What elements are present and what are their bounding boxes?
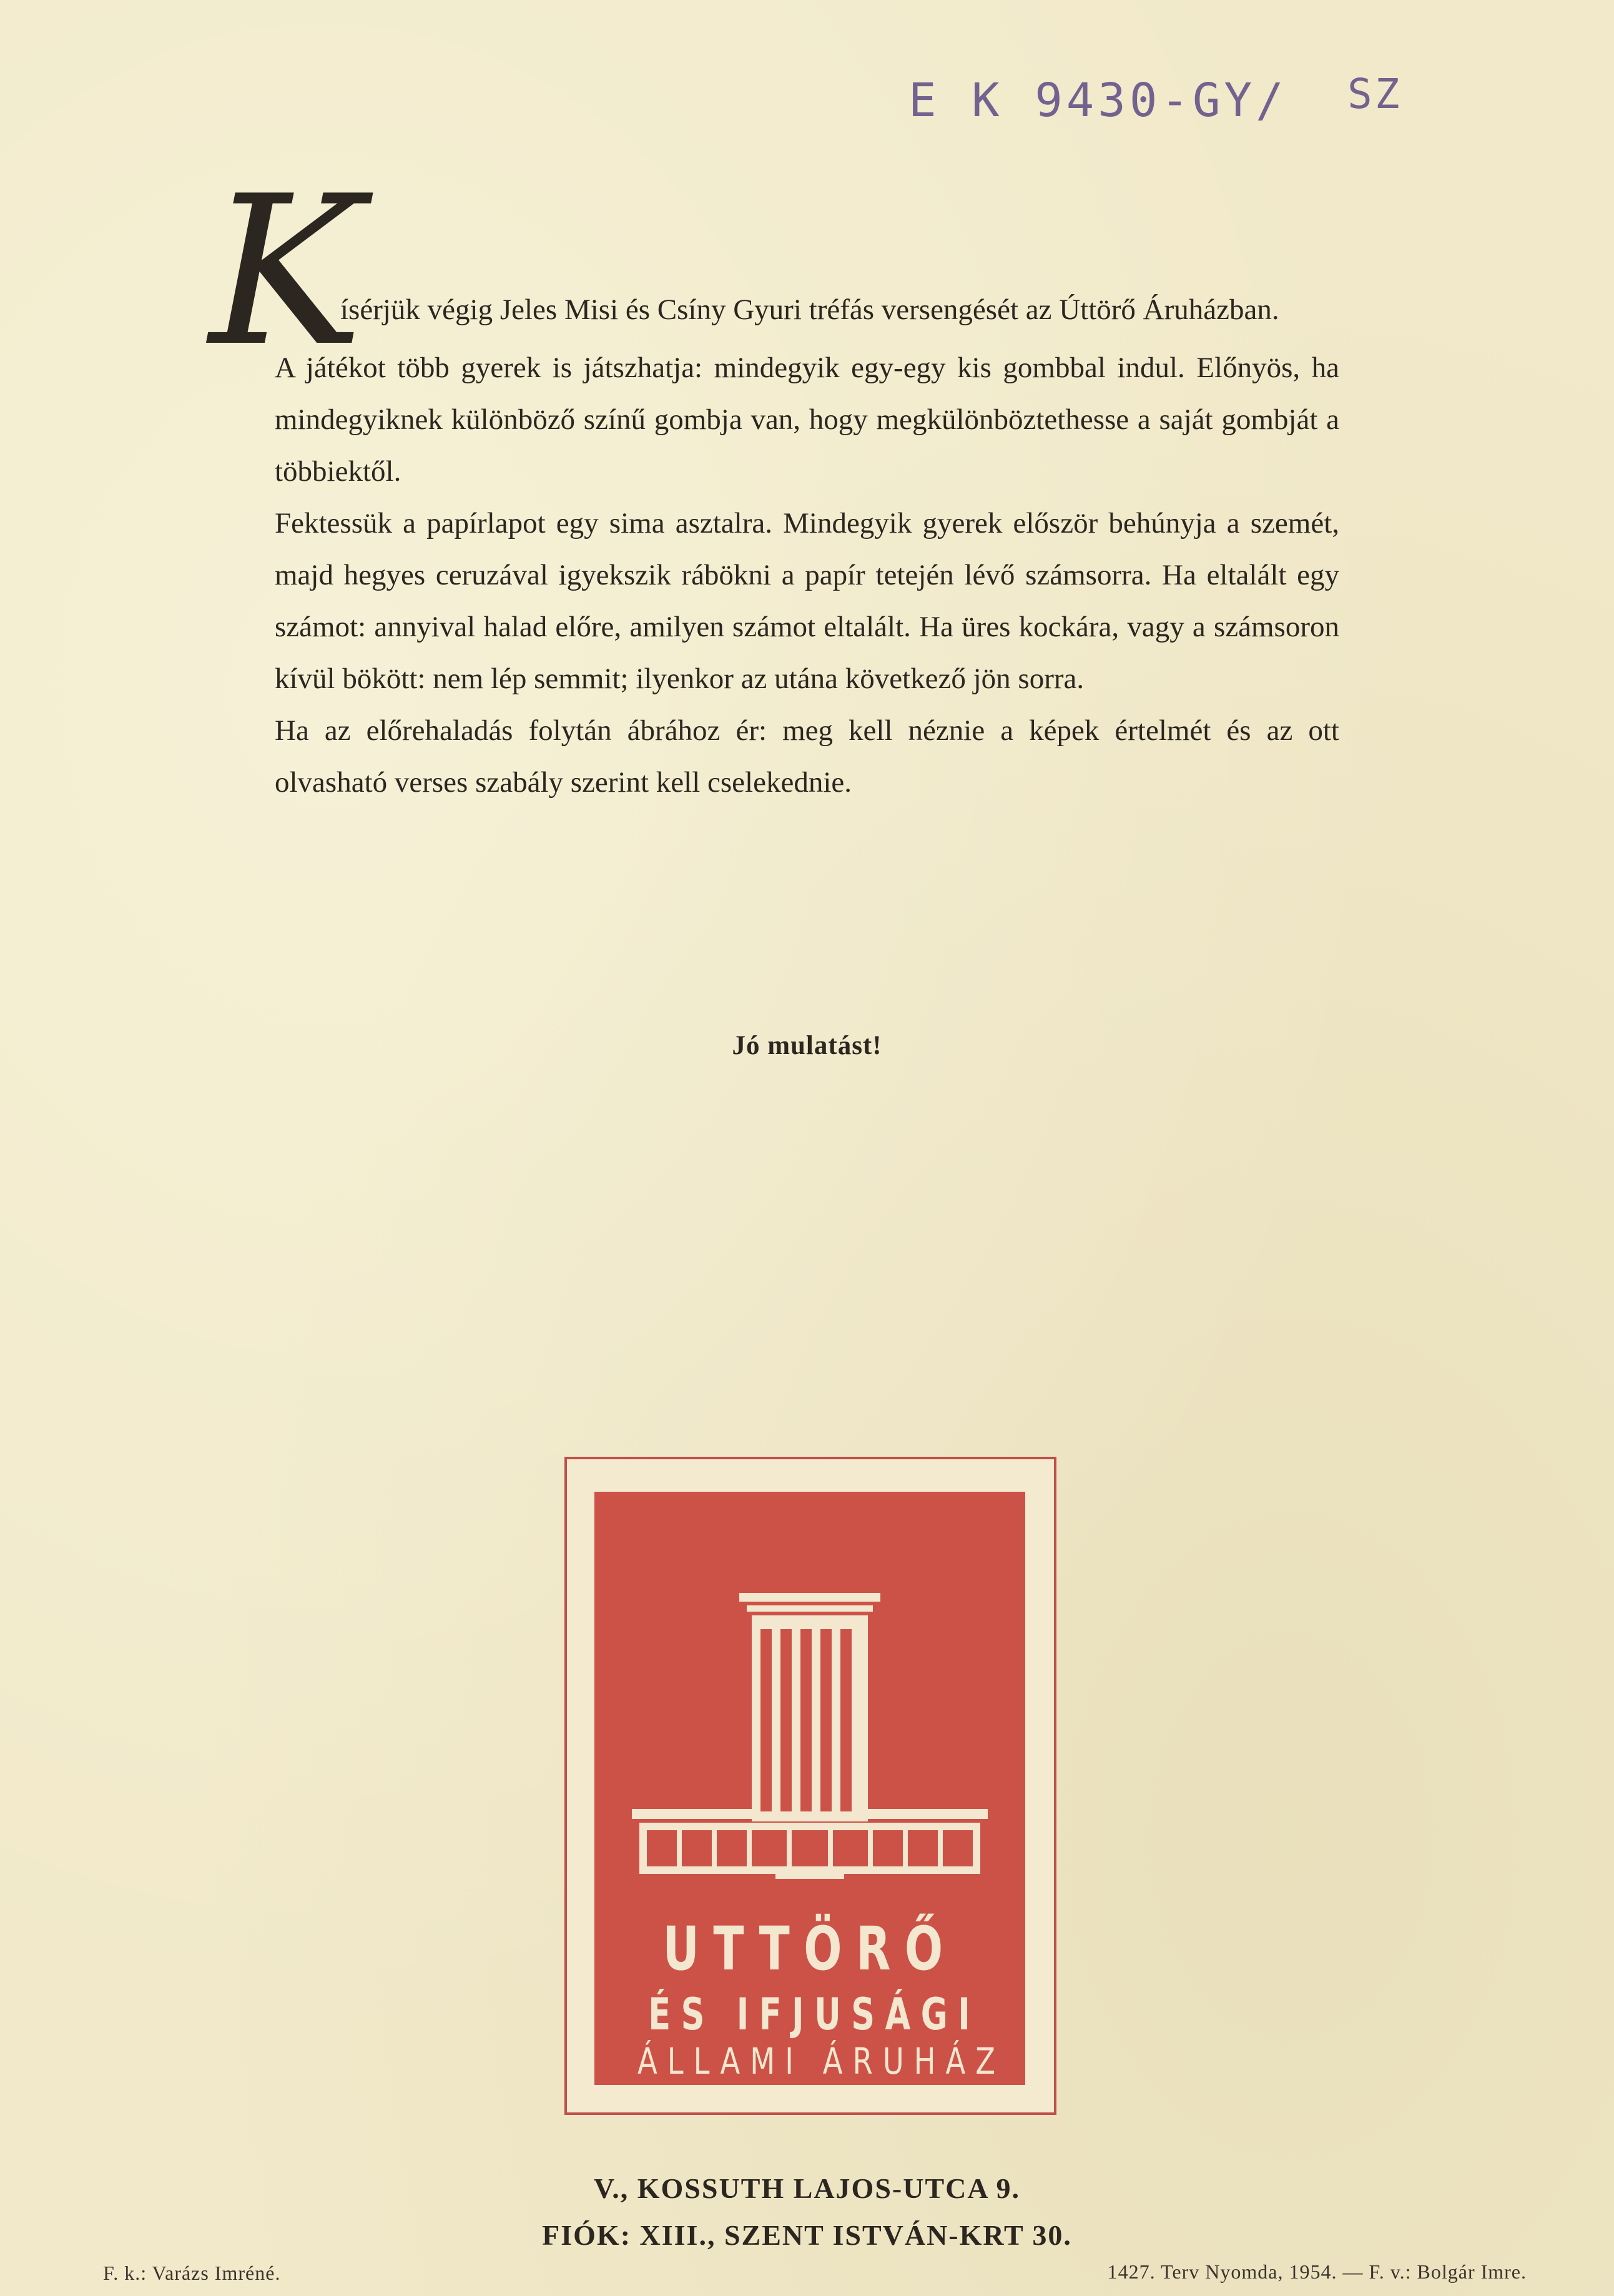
address-main: V., KOSSUTH LAJOS-UTCA 9. <box>593 2172 1021 2204</box>
paragraph-rules-1: A játékot több gyerek is játszhatja: mindegyik egy-egy kis gombbal indul. Előnyös, ha mindegyiknek különböző színű gombja van, hogy megkülönböztethesse a saját gombját a többiektől. <box>275 352 1339 488</box>
store-logo <box>564 1457 1056 2115</box>
drop-cap: K <box>209 152 363 392</box>
logo-panel <box>594 1492 1025 2085</box>
body-text <box>275 284 1339 809</box>
address-branch: FIÓK: XIII., SZENT ISTVÁN-KRT 30. <box>542 2219 1072 2251</box>
intro-text: ísérjük végig Jeles Misi és Csíny Gyuri tréfás versengését az Úttörő Áruházban. <box>340 293 1279 326</box>
footer-printer: 1427. Terv Nyomda, 1954. — F. v.: Bolgár Imre. <box>1107 2260 1527 2283</box>
paragraph-rules-3: Ha az előrehaladás folytán ábrához ér: meg kell néznie a képek értelmét és az ott olvasható verses szabály szerint kell cselekednie. <box>275 714 1339 799</box>
footer-editor: F. k.: Varázs Imréné. <box>103 2262 281 2284</box>
intro-paragraph <box>275 284 1339 336</box>
paragraph-rules-2: Fektessük a papírlapot egy sima asztalra. Mindegyik gyerek először behúnyja a szemét, majd hegyes ceruzával igyekszik rábökni a papír tetején lévő számsorra. Ha eltalált egy számot: annyival halad előre, amilyen számot eltalált. Ha üres kockára, vagy a számsoron kívül bökött: nem lép semmit; ilyenkor az utána következő jön sorra. <box>275 507 1339 695</box>
logo-text-uttoro: UTTÖRŐ <box>662 1914 957 1984</box>
logo-text-es-ifjusagi: ÉS IFJUSÁGI <box>648 1989 981 2040</box>
logo-text-allami-aruhaz: ÁLLAMI ÁRUHÁZ <box>637 2040 1006 2082</box>
closing-greeting: Jó mulatást! <box>732 1031 882 1060</box>
archive-stamp-suffix: SZ <box>1347 70 1402 118</box>
archive-stamp: E K 9430-GY/ <box>908 74 1287 127</box>
